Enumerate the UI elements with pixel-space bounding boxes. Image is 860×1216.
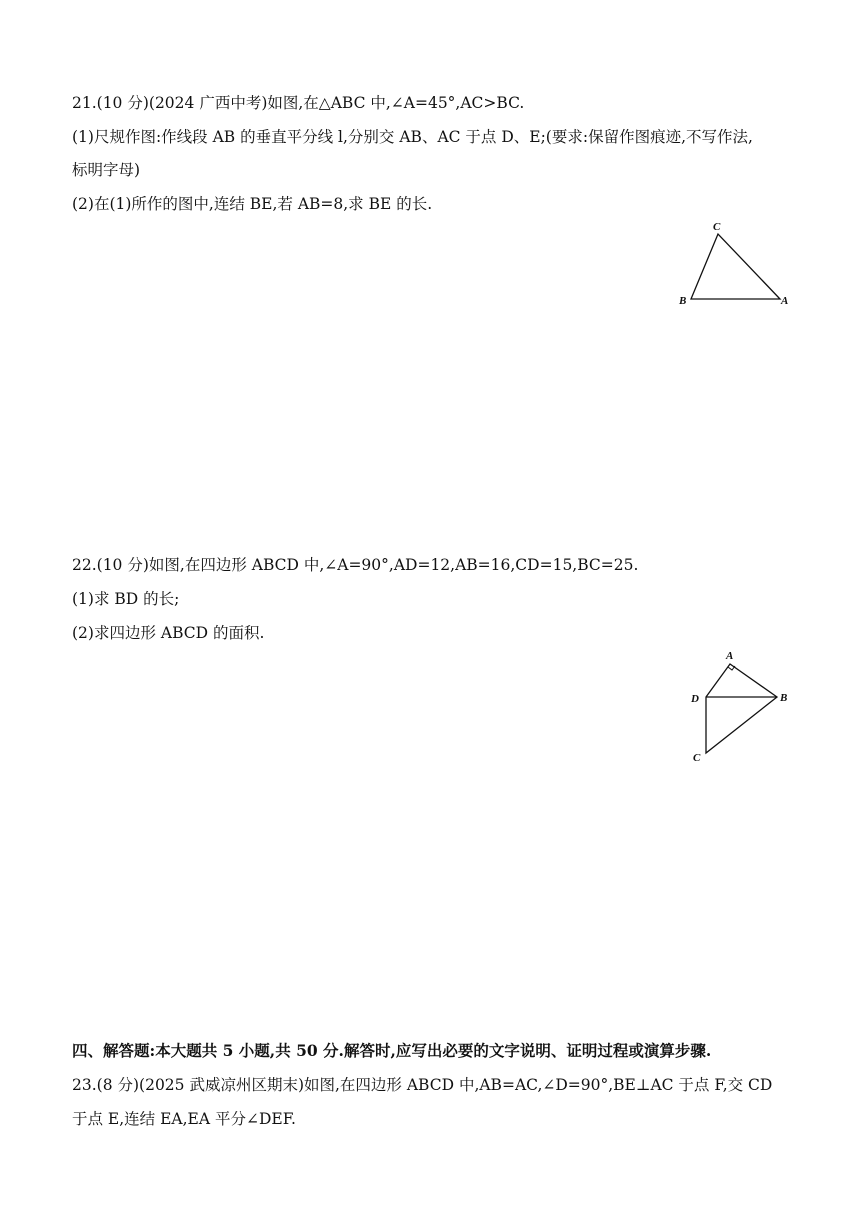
problem-21-part2: (2)在(1)所作的图中,连结 BE,若 AB=8,求 BE 的长. bbox=[72, 195, 433, 213]
triangle-abc bbox=[691, 234, 780, 299]
quadrilateral-abcd bbox=[706, 664, 777, 753]
section-4-heading: 四、解答题:本大题共 5 小题,共 50 分.解答时,应写出必要的文字说明、证明过程或演算步骤. bbox=[72, 1041, 712, 1060]
label-b: B bbox=[780, 692, 788, 704]
quadrilateral-abcd-figure bbox=[682, 645, 802, 774]
label-c: C bbox=[693, 752, 701, 764]
right-angle-mark bbox=[728, 666, 735, 670]
problem-21-part1-line2: 标明字母) bbox=[72, 161, 141, 179]
problem-22-part2: (2)求四边形 ABCD 的面积. bbox=[72, 624, 265, 642]
label-c: C bbox=[713, 221, 721, 233]
problem-23-line1: 23.(8 分)(2025 武威凉州区期末)如图,在四边形 ABCD 中,AB=AC,∠D=90°,BE⊥AC 于点 F,交 CD bbox=[72, 1076, 773, 1094]
label-d: D bbox=[691, 693, 699, 705]
label-a: A bbox=[726, 650, 734, 662]
problem-23-line2: 于点 E,连结 EA,EA 平分∠DEF. bbox=[72, 1110, 296, 1128]
problem-21-stem: 21.(10 分)(2024 广西中考)如图,在△ABC 中,∠A=45°,AC>BC. bbox=[72, 94, 525, 112]
problem-22-stem: 22.(10 分)如图,在四边形 ABCD 中,∠A=90°,AD=12,AB=16,CD=15,BC=25. bbox=[72, 556, 639, 574]
problem-22-part1: (1)求 BD 的长; bbox=[72, 590, 180, 608]
label-a: A bbox=[781, 295, 789, 307]
triangle-abc-figure bbox=[670, 218, 800, 318]
label-b: B bbox=[679, 295, 687, 307]
problem-21-part1-line1: (1)尺规作图:作线段 AB 的垂直平分线 l,分别交 AB、AC 于点 D、E;(要求:保留作图痕迹,不写作法, bbox=[72, 128, 753, 146]
